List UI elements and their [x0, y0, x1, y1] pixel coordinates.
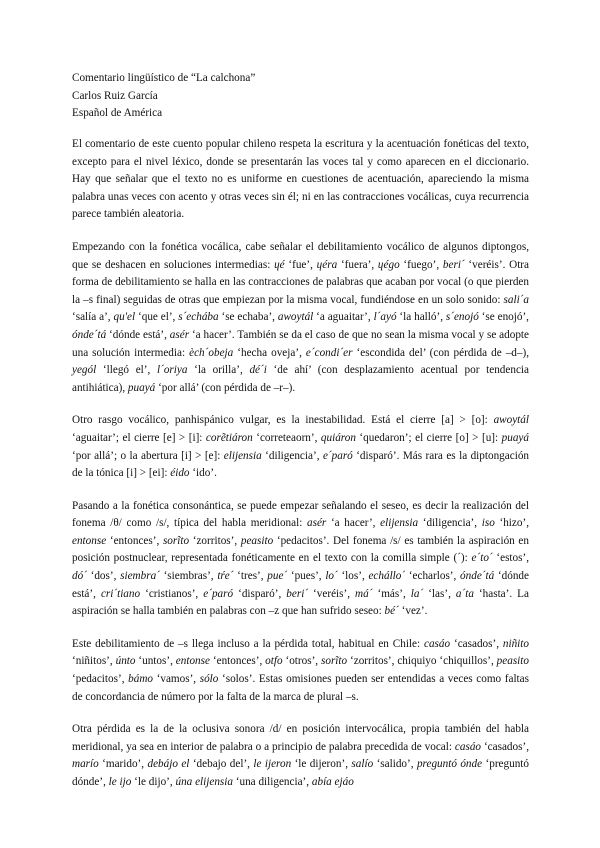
- text-run: Otro rasgo vocálico, panhispánico vulgar, es la inestabilidad. Está el cierre [a] > [o]:: [72, 414, 494, 427]
- text-run: ‘escondida del’ (con pérdida de –d–),: [352, 346, 530, 359]
- example-word: otfo: [265, 655, 283, 668]
- example-word: echállo´: [368, 570, 406, 583]
- text-run: ‘de ahí’ (con desplazamiento acentual por tendencia antihiática),: [72, 364, 529, 394]
- text-run: ‘se enojó’,: [478, 311, 529, 324]
- text-run: ‘dos’,: [86, 570, 121, 583]
- example-word: puayá: [127, 381, 156, 394]
- text-run: ‘solos’. Estas omisiones pueden ser entendidas a veces como faltas de concordancia de número por la falta de la marca de plural –s.: [72, 673, 529, 703]
- text-run: ‘le dijo’,: [131, 776, 176, 788]
- example-word: siembra´: [120, 570, 160, 583]
- text-run: ‘llegó el’,: [96, 364, 157, 377]
- text-run: ‘debajo del’,: [189, 758, 254, 771]
- example-word: awoytál: [277, 311, 314, 324]
- paragraph-s-loss: [72, 636, 529, 706]
- text-run: ‘a hacer’,: [326, 517, 381, 530]
- example-word: le ijeron: [253, 758, 292, 771]
- example-word: awoytál: [493, 414, 529, 427]
- text-run: ‘vamos’,: [153, 673, 200, 686]
- text-run: ‘marido’,: [98, 758, 148, 771]
- example-word: puayá: [501, 431, 529, 444]
- example-word: peasito: [496, 655, 529, 668]
- example-word: má´: [355, 587, 373, 600]
- example-word: tŕe´: [217, 570, 234, 583]
- text-run: ‘preguntó dónde’,: [72, 758, 529, 788]
- example-word: sali´a: [503, 293, 529, 306]
- text-run: ‘que el’,: [135, 311, 179, 324]
- text-run: ‘untos’,: [135, 655, 176, 668]
- text-run: ‘le dijeron’,: [291, 758, 352, 771]
- text-run: ‘entonces’,: [106, 534, 163, 547]
- text-run: ‘casados’,: [450, 637, 503, 650]
- text-run: ‘dónde está’,: [72, 570, 529, 600]
- example-word: e´to´: [471, 552, 493, 565]
- example-word: ɥéra: [316, 258, 338, 271]
- text-run: ‘pedacitos’,: [72, 673, 129, 686]
- example-word: entonse: [72, 534, 107, 547]
- example-word: a´ta: [455, 587, 474, 600]
- example-word: le ijo: [108, 776, 132, 788]
- text-run: ‘fuego’,: [399, 258, 443, 271]
- text-run: ‘una diligencia’,: [232, 776, 312, 788]
- text-run: ‘por allá’ (con pérdida de –r–).: [155, 381, 296, 394]
- text-run: ‘la halló’,: [396, 311, 446, 324]
- text-run: ‘diligencia’,: [261, 449, 323, 462]
- text-run: ‘veréis’. Otra forma de debilitamiento se halla en las contracciones de palabras que acaban por vocal (o que pierden la –s final) seguidas de otras que empiezan por la misma vocal, fundiéndose en un solo sonido:: [72, 258, 529, 306]
- example-word: sorĩto: [162, 534, 190, 547]
- example-word: pue´: [267, 570, 288, 583]
- text-run: ‘hasta’. La aspiración se halla también en palabras con –z que han sufrido seseo:: [72, 587, 529, 618]
- example-word: s´echába: [178, 311, 219, 324]
- text-run: ‘echarlos’,: [405, 570, 461, 583]
- example-word: niñito: [502, 637, 529, 650]
- text-run: ‘pues’,: [287, 570, 326, 583]
- text-run: ‘correteaorn’,: [252, 431, 321, 444]
- example-word: corẽtiáron: [205, 431, 253, 444]
- example-word: lo´: [325, 570, 338, 583]
- example-word: yegól: [72, 364, 97, 377]
- example-word: iso: [481, 517, 495, 530]
- example-word: èch´obeja: [189, 346, 234, 359]
- text-run: ‘zorritos’,: [189, 534, 241, 547]
- text-run: ‘más’,: [372, 587, 411, 600]
- example-word: asér: [169, 328, 190, 341]
- example-word: e´paró: [322, 449, 353, 462]
- text-run: ‘aguaitar’; el cierre [e] > [i]:: [72, 431, 206, 444]
- course-subtitle: Español de América: [72, 107, 163, 119]
- text-run: ‘vez’.: [398, 605, 428, 618]
- text-run: ‘por allá’; o la abertura [i] > [e]:: [72, 449, 224, 462]
- example-word: ɥé: [274, 258, 285, 271]
- text-run: ‘niñitos’,: [72, 655, 116, 668]
- example-word: beri´: [442, 258, 465, 271]
- text-run: ‘tres’,: [233, 570, 268, 583]
- text-run: ‘entonces’,: [209, 655, 266, 668]
- text-run: ‘dónde está’,: [106, 328, 170, 341]
- example-word: ónde´tá: [72, 328, 107, 341]
- text-run: ‘diligencia’,: [418, 517, 482, 530]
- text-run: El comentario de este cuento popular chileno respeta la escritura y la acentuación fonéticas del texto, excepto para el nivel léxico, donde se presentarán las voces tal y como aparecen en el diccionario. Hay que señalar que el texto no es uniforme en cuestiones de acentuación, apareciendo la misma palabra unas veces con acento y otras veces sin él; ni en las contracciones vocálicas, cuya recurrencia parece también aleatoria.: [72, 138, 529, 221]
- example-word: asér: [307, 517, 327, 530]
- text-run: ‘disparó’,: [233, 587, 287, 600]
- text-run: ‘se echaba’,: [218, 311, 278, 324]
- paragraph-intro: [72, 136, 529, 224]
- text-run: ‘disparó’. Más rara es la diptongación de la tónica [i] > [ei]:: [72, 449, 530, 480]
- example-word: debájo el: [147, 758, 190, 771]
- text-run: ‘los’,: [337, 570, 369, 583]
- example-word: sólo: [199, 673, 219, 686]
- example-word: entonse: [175, 655, 210, 668]
- example-word: dó´: [72, 570, 87, 583]
- example-word: cri´tiano: [100, 587, 141, 600]
- text-run: ‘siembras’,: [159, 570, 218, 583]
- example-word: ɥégo: [377, 258, 400, 271]
- example-word: bé´: [384, 605, 399, 618]
- example-word: beri´: [286, 587, 309, 600]
- example-word: peasito: [240, 534, 274, 547]
- example-word: ónde´tá: [460, 570, 495, 583]
- text-run: ‘a aguaitar’,: [313, 311, 374, 324]
- example-word: elijensia: [223, 449, 262, 462]
- text-run: ‘cristianos’,: [140, 587, 204, 600]
- example-word: qu'el: [113, 311, 136, 324]
- example-word: salío: [351, 758, 374, 771]
- text-run: Este debilitamiento de –s llega incluso a la pérdida total, habitual en Chile:: [72, 637, 424, 650]
- text-run: ‘salido’,: [373, 758, 417, 771]
- example-word: quiáron: [320, 431, 356, 444]
- example-word: sorĩto: [321, 655, 348, 668]
- document-header: [72, 70, 532, 123]
- text-run: ‘salía a’,: [72, 311, 114, 324]
- document-body: [72, 136, 529, 792]
- text-run: ‘casados’,: [481, 740, 529, 753]
- text-run: Otra pérdida es la de la oclusiva sonora /d/ en posición intervocálica, propia también del habla meridional, ya sea en interior de palabra o a principio de palabra precedida de vocal:: [72, 723, 529, 753]
- example-word: s´enojó: [445, 311, 479, 324]
- example-word: úna elijensia: [175, 776, 233, 788]
- author-name: Carlos Ruiz García: [72, 89, 158, 102]
- paragraph-d-loss: [72, 721, 529, 791]
- example-word: la´: [410, 587, 424, 600]
- text-run: ‘a hacer’. También se da el caso de que no sean la misma vocal y se adopte una solución intermedia:: [72, 328, 529, 359]
- example-word: bámo: [128, 673, 153, 686]
- document-title: Comentario lingüístico de “La calchona”: [72, 72, 256, 84]
- text-run: ‘quedaron’; el cierre [o] > [u]:: [355, 431, 502, 444]
- example-word: únto: [115, 655, 136, 668]
- example-word: l´oriya: [156, 364, 188, 377]
- text-run: Pasando a la fonética consonántica, se puede empezar señalando el seseo, es decir la realización del fonema /θ/ como /s/, típica del habla meridional:: [72, 499, 529, 530]
- paragraph-vowel-instability: [72, 412, 529, 482]
- example-word: e´condi´er: [305, 346, 353, 359]
- example-word: preguntó ónde: [416, 758, 483, 771]
- paragraph-vowel-weakening: [72, 239, 529, 397]
- example-word: l´ayó: [373, 311, 397, 324]
- text-run: ‘las’,: [423, 587, 456, 600]
- text-run: ‘la orilla’,: [187, 364, 250, 377]
- example-word: dé´i: [249, 364, 267, 377]
- text-run: ‘estos’,: [492, 552, 530, 565]
- text-run: ‘veréis’,: [308, 587, 356, 600]
- text-run: ‘zorritos’, chiquiyo ‘chiquillos’,: [347, 655, 497, 668]
- text-run: ‘pedacitos’. Del fonema /s/ es también la aspiración en posición postnuclear, representada fonéticamente en el texto con la comilla simple (´):: [72, 534, 529, 565]
- example-word: éido: [170, 467, 190, 480]
- example-word: elijensia: [380, 517, 419, 530]
- paragraph-seseo: [72, 498, 529, 621]
- text-run: ‘fue’,: [284, 258, 317, 271]
- example-word: e´paró: [203, 587, 234, 600]
- text-run: Empezando con la fonética vocálica, cabe señalar el debilitamiento vocálico de algunos diptongos, que se deshacen en soluciones intermedias:: [72, 240, 529, 271]
- example-word: marío: [72, 758, 99, 771]
- text-run: ‘hizo’,: [494, 517, 529, 530]
- text-run: ‘ido’.: [189, 467, 217, 480]
- example-word: casáo: [454, 740, 482, 753]
- example-word: abía ejáo: [311, 776, 354, 788]
- text-run: ‘fuera’,: [337, 258, 378, 271]
- text-run: ‘hecha oveja’,: [233, 346, 306, 359]
- example-word: casáo: [423, 637, 451, 650]
- text-run: ‘otros’,: [282, 655, 321, 668]
